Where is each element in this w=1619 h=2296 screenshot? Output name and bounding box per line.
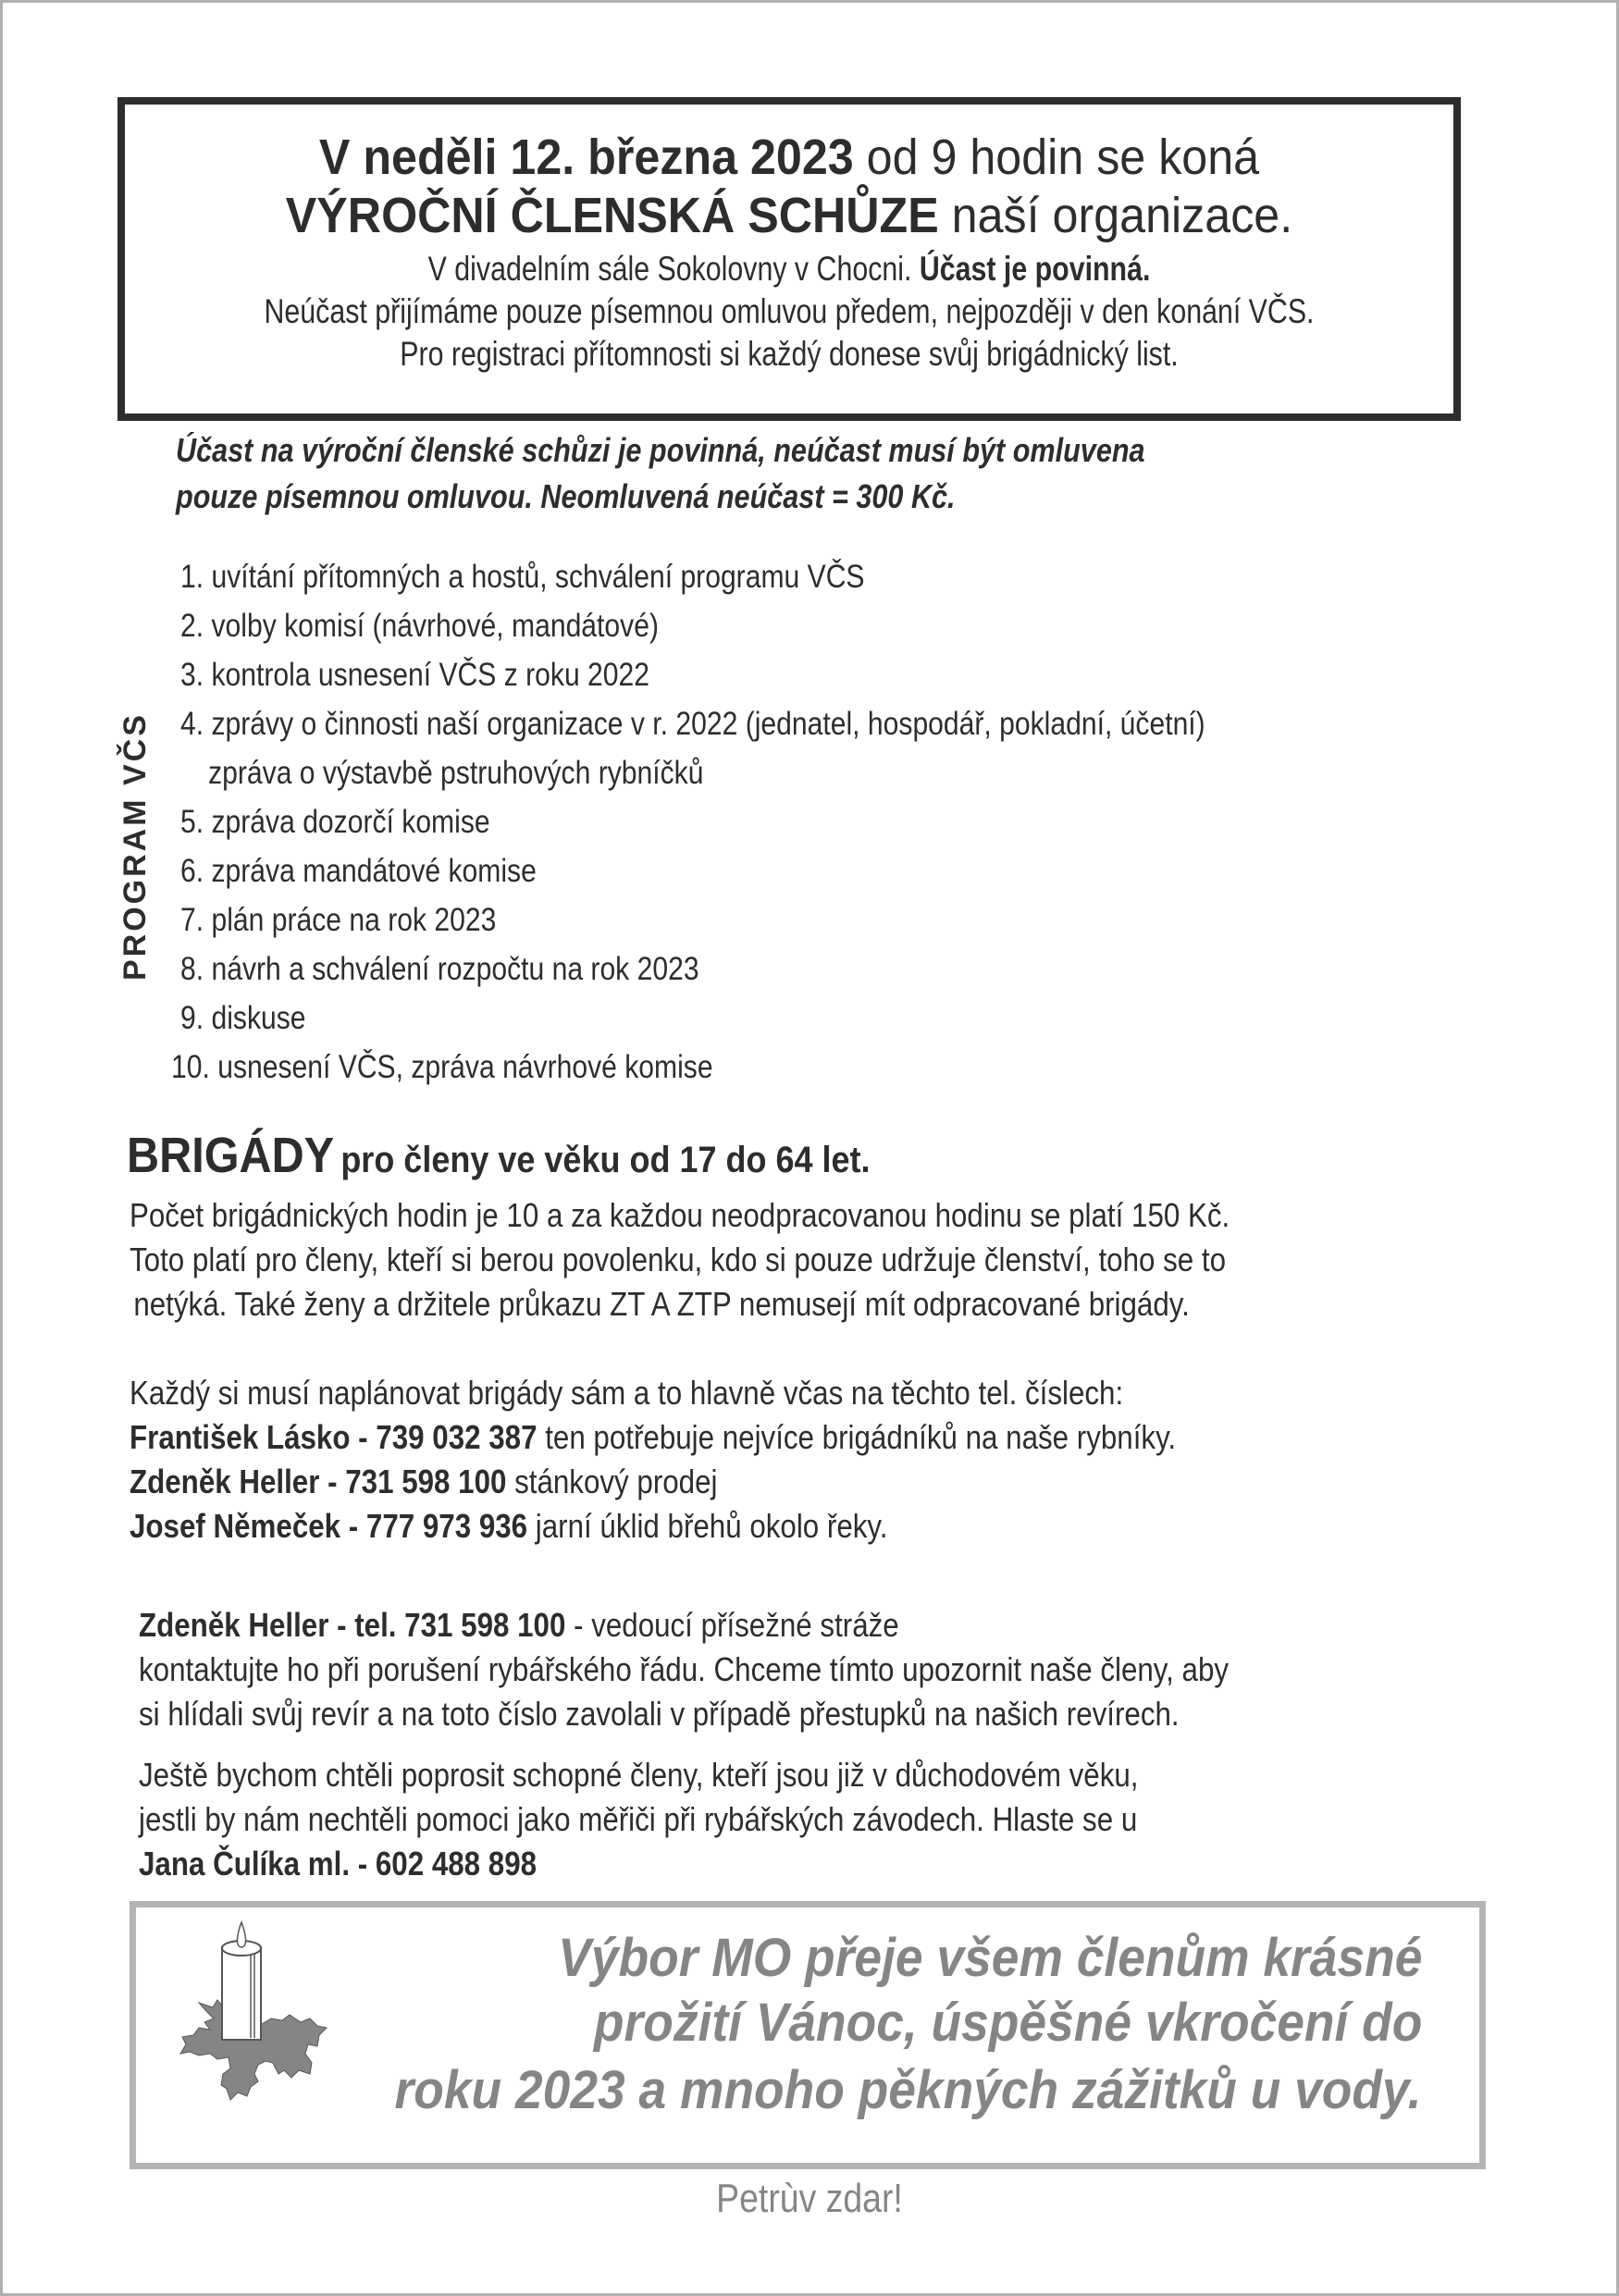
brigady-body-line: Toto platí pro členy, kteří si berou povolenku, kdo si pouze udržuje členství, toho se to [130, 1241, 1227, 1278]
contacts-intro: Každý si musí naplánovat brigády sám a to hlavně včas na těchto tel. číslech: [130, 1374, 1124, 1412]
attendance-note-line: pouze písemnou omluvou. Neomluvená neúčast = 300 Kč. [176, 477, 956, 515]
volunteers-text-line: Ještě bychom chtěli poprosit schopné členy, kteří jsou již v důchodovém věku, [139, 1756, 1139, 1794]
meeting-org: naší organizace. [938, 188, 1293, 243]
guard-role: - vedoucí přísežné stráže [565, 1606, 899, 1644]
candle-holly-icon [162, 1915, 333, 2105]
announcement-date-line [171, 129, 1406, 186]
volunteers-section [139, 1753, 1138, 1886]
farewell-text: Petrùv zdar! [716, 2176, 903, 2221]
brigady-body-line: Počet brigádnických hodin je 10 a za každou neodpracovanou hodinu se platí 150 Kč. [130, 1196, 1230, 1234]
announcement-title-line [171, 187, 1406, 244]
guard-text-line: si hlídali svůj revír a na toto číslo zavolali v případě přestupků na našich revírech. [139, 1695, 1180, 1733]
contact-row [130, 1415, 1176, 1460]
item-text: kontrola usnesení VČS z roku 2022 [211, 657, 650, 693]
contact-name-phone: Josef Němeček - 777 973 936 [130, 1507, 528, 1545]
item-text: diskuse [211, 1000, 306, 1036]
announcement-box [117, 97, 1461, 421]
program-item [180, 601, 1205, 650]
greeting-line: Výbor MO přeje všem členům krásné [557, 1928, 1422, 1988]
meeting-venue: V divadelním sále Sokolovny v Chocni. [427, 250, 920, 288]
brigady-body [130, 1193, 1230, 1327]
brigady-subtitle: pro členy ve věku od 17 do 64 let. [340, 1140, 871, 1180]
program-item [180, 944, 1205, 994]
attendance-mandatory: Účast je povinná. [919, 250, 1151, 288]
item-number: 2. [180, 608, 204, 644]
meeting-title: VÝROČNÍ ČLENSKÁ SCHŮZE [285, 188, 939, 243]
item-text: volby komisí (návrhové, mandátové) [211, 608, 659, 644]
contact-row [130, 1460, 1176, 1504]
program-item [180, 552, 1205, 601]
program-item [180, 650, 1205, 699]
guard-name-phone: Zdeněk Heller - tel. 731 598 100 [139, 1606, 566, 1644]
item-number: 7. [180, 902, 204, 938]
contact-row [130, 1504, 1176, 1549]
item-number: 4. [180, 706, 204, 742]
brigady-title: BRIGÁDY [127, 1128, 335, 1183]
brigady-heading [127, 1127, 871, 1184]
item-number: 9. [180, 1000, 204, 1036]
contact-name-phone: Zdeněk Heller - 731 598 100 [130, 1463, 507, 1500]
announcement-venue-line [244, 248, 1334, 290]
greeting-box [130, 1901, 1486, 2169]
guard-contact-row [139, 1603, 1229, 1648]
item-text: zpráva dozorčí komise [211, 804, 490, 840]
item-text: plán práce na rok 2023 [211, 902, 497, 938]
item-text: zpráva mandátové komise [211, 853, 537, 889]
absence-policy: Neúčast přijímáme pouze písemnou omluvou předem, nejpozději v den konání VČS. [264, 292, 1315, 330]
item-number: 5. [180, 804, 204, 840]
item-number: 1. [180, 559, 204, 595]
registration-note: Pro registraci přítomnosti si každý donese svůj brigádnický list. [400, 335, 1179, 373]
item-text: usnesení VČS, zpráva návrhové komise [217, 1049, 713, 1085]
greeting-line: roku 2023 a mnoho pěkných zážitků u vody. [395, 2060, 1422, 2120]
attendance-note [176, 427, 1277, 520]
contact-note: stánkový prodej [506, 1463, 718, 1500]
item-number: 8. [180, 951, 204, 987]
volunteers-contact: Jana Čulíka ml. - 602 488 898 [139, 1845, 538, 1882]
program-item [180, 797, 1205, 846]
program-subitem [180, 748, 1205, 797]
contact-note: jarní úklid břehů okolo řeky. [527, 1507, 888, 1545]
meeting-date: V neděli 12. března 2023 [318, 130, 854, 185]
meeting-time: od 9 hodin se koná [853, 130, 1260, 185]
brigady-body-line: netýká. Také ženy a držitele průkazu ZT A ZTP nemusejí mít odpracované brigády. [133, 1285, 1190, 1323]
guard-text-line: kontaktujte ho při porušení rybářského řádu. Chceme tímto upozornit naše členy, aby [139, 1650, 1230, 1688]
program-item [180, 994, 1205, 1043]
attendance-note-line: Účast na výroční členské schůzi je povinná, neúčast musí být omluvena [176, 431, 1145, 469]
program-item [180, 846, 1205, 895]
brigady-contacts [130, 1371, 1176, 1549]
greeting-line: prožití Vánoc, úspěšné vkročení do [593, 1993, 1422, 2053]
item-text: zprávy o činnosti naší organizace v r. 2022 (jednatel, hospodář, pokladní, účetní) [211, 706, 1205, 742]
item-text: uvítání přítomných a hostů, schválení programu VČS [211, 559, 865, 595]
program-label: PROGRAM VČS [117, 712, 153, 981]
program-list [171, 552, 1372, 1092]
contact-note: ten potřebuje nejvíce brigádníků na naše rybníky. [537, 1418, 1177, 1456]
item-text: zpráva o výstavbě pstruhových rybníčků [208, 755, 704, 791]
program-item [180, 699, 1205, 748]
guard-section [139, 1603, 1229, 1736]
item-number: 10. [171, 1049, 210, 1085]
item-number: 3. [180, 657, 204, 693]
contact-name-phone: František Lásko - 739 032 387 [130, 1418, 538, 1456]
program-item [171, 1043, 1204, 1092]
item-text: návrh a schválení rozpočtu na rok 2023 [211, 951, 699, 987]
item-number: 6. [180, 853, 204, 889]
volunteers-text-line: jestli by nám nechtěli pomoci jako měřiči při rybářských závodech. Hlaste se u [139, 1800, 1138, 1838]
program-item [180, 895, 1205, 944]
